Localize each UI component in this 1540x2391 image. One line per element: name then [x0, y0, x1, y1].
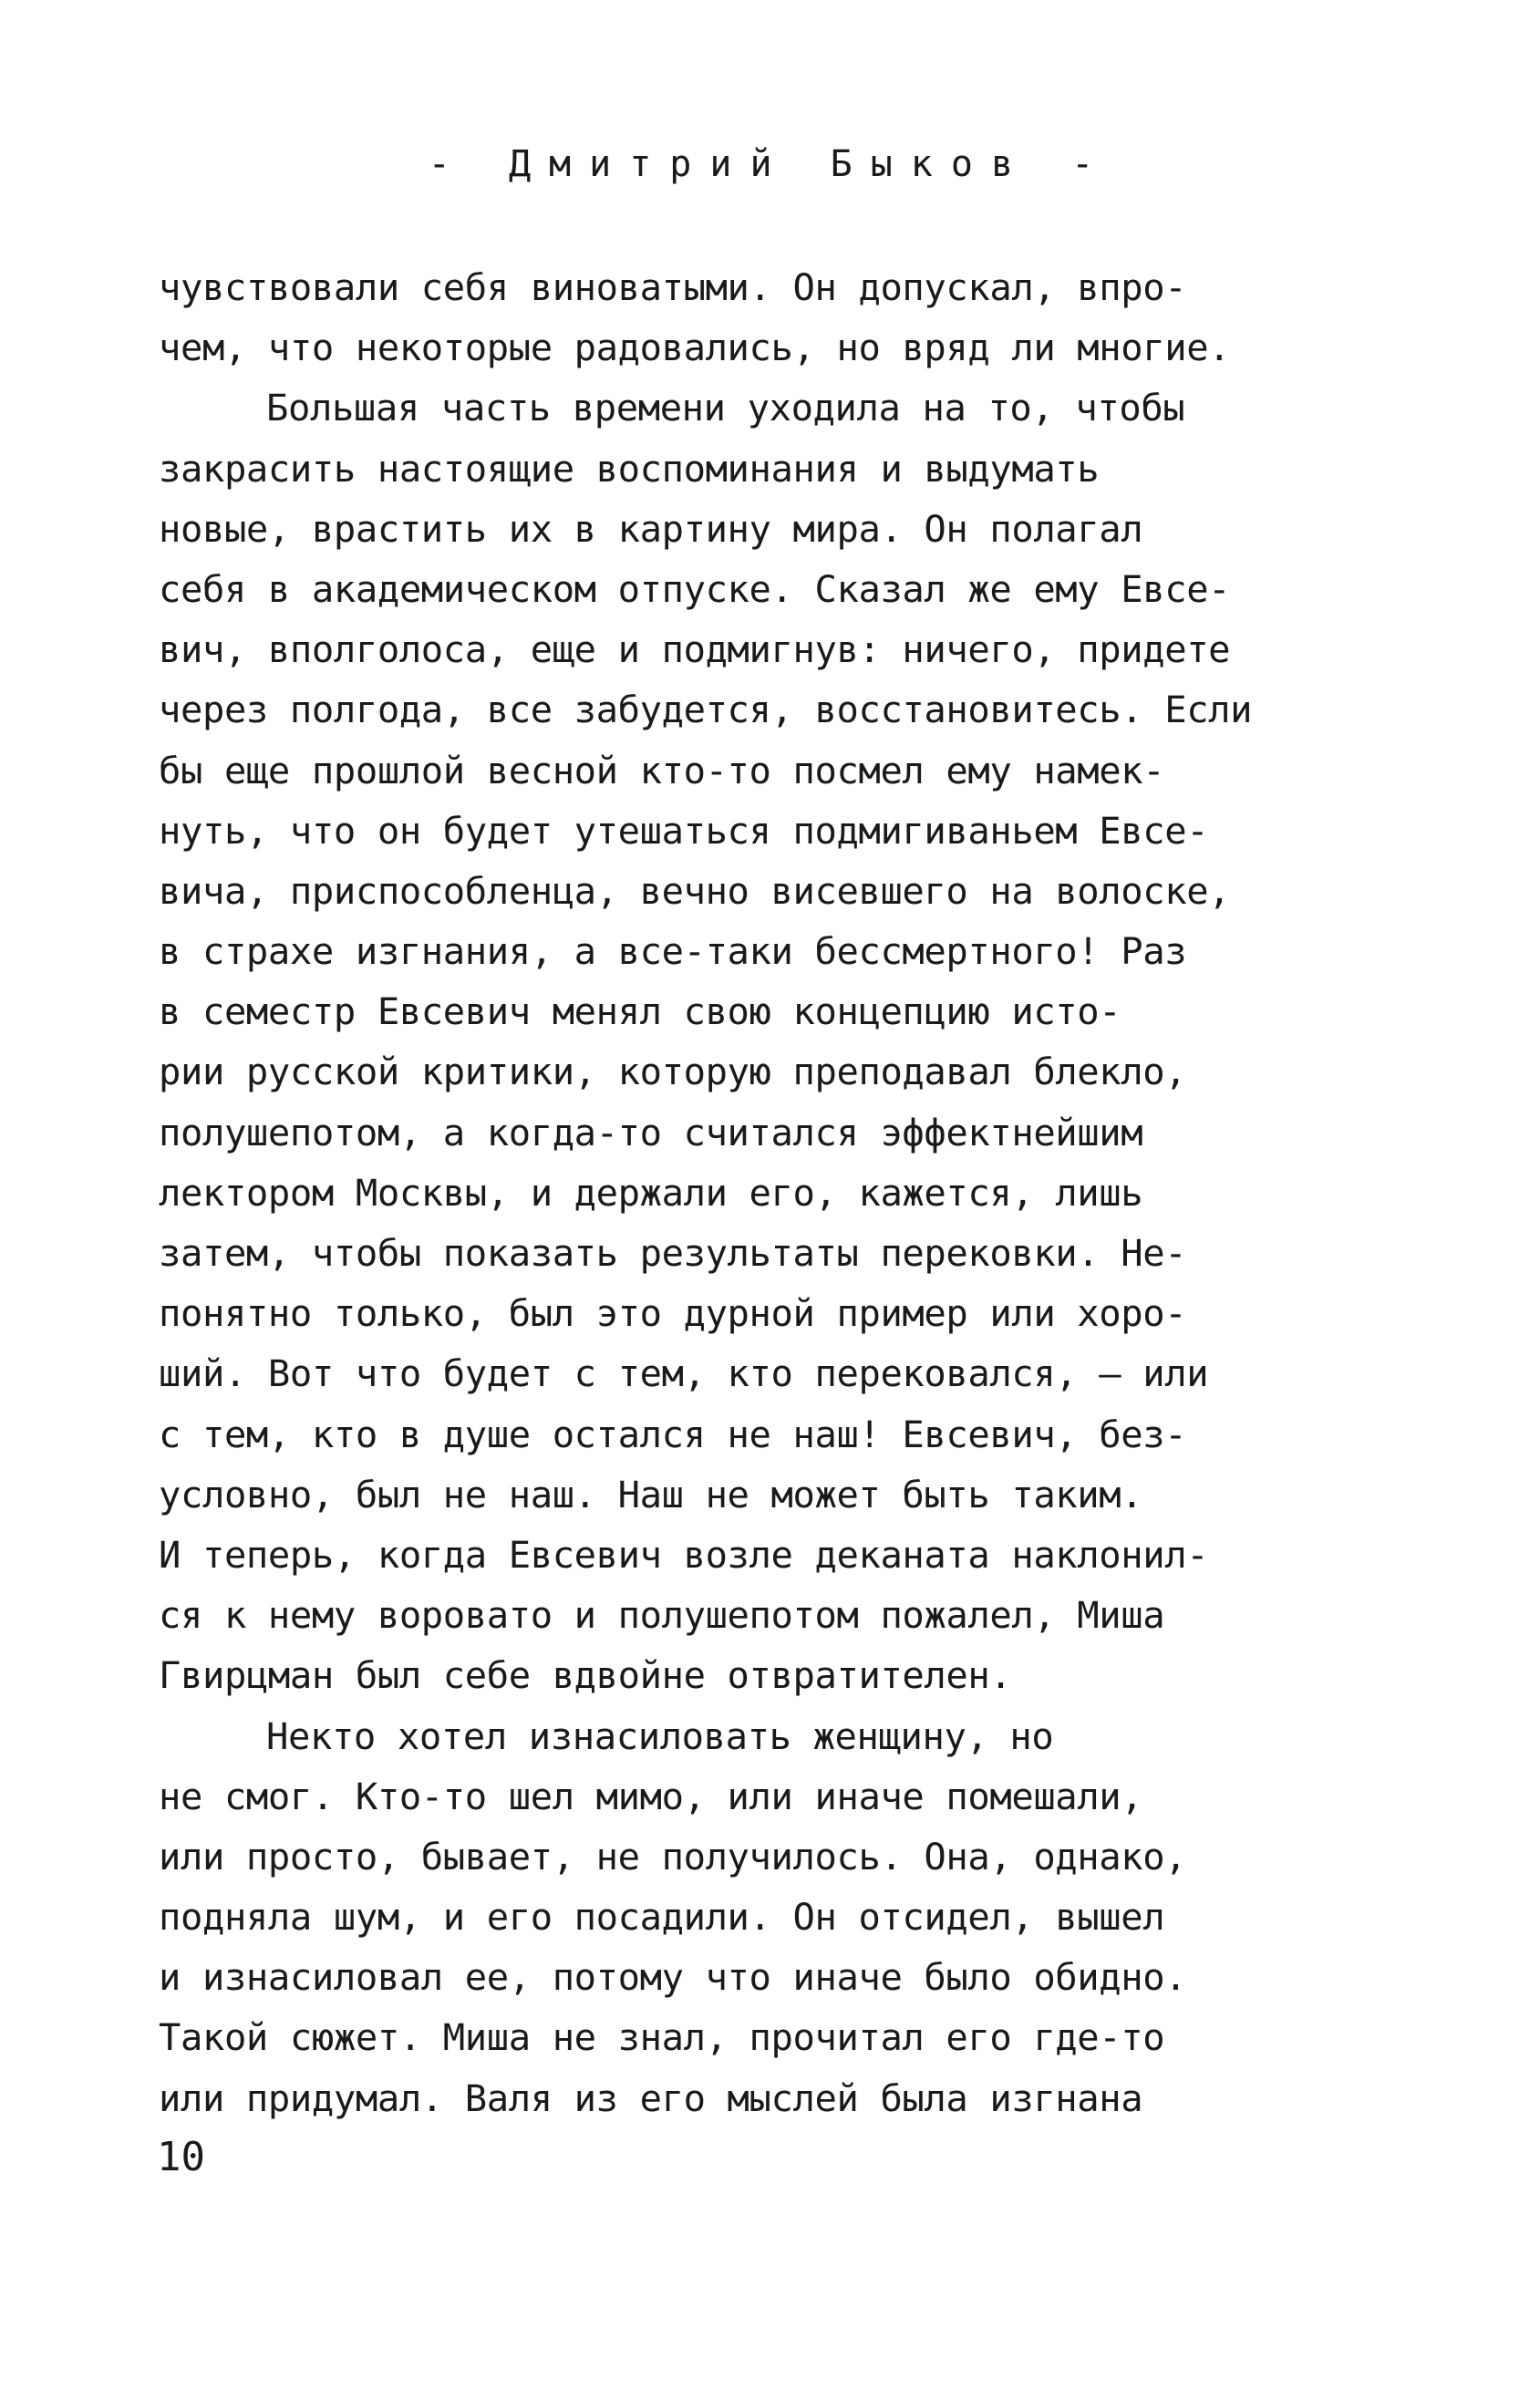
text-line: новые, врастить их в картину мира. Он полагал	[159, 506, 1143, 551]
text-line: с тем, кто в душе остался не наш! Евсевич, без-	[159, 1412, 1187, 1456]
paragraph	[159, 257, 1380, 378]
text-line: рии русской критики, которую преподавал блекло,	[159, 1050, 1187, 1094]
text-line: чем, что некоторые радовались, но вряд ли многие.	[159, 326, 1231, 370]
text-line: бы еще прошлой весной кто-то посмел ему намек-	[159, 748, 1165, 792]
text-line: вича, приспособленца, вечно висевшего на волоске,	[159, 868, 1231, 913]
paragraph	[159, 1706, 1380, 2128]
text-line: Большая часть времени уходила на то, чтобы	[266, 386, 1185, 430]
text-line: подняла шум, и его посадили. Он отсидел, вышел	[159, 1895, 1165, 1940]
text-line: условно, был не наш. Наш не может быть таким.	[159, 1472, 1143, 1516]
text-line: понятно только, был это дурной пример или хоро-	[159, 1291, 1187, 1336]
text-line: нуть, что он будет утешаться подмигиваньем Евсе-	[159, 808, 1209, 853]
text-line: полушепотом, а когда-то считался эффектнейшим	[159, 1110, 1143, 1154]
text-line: ший. Вот что будет с тем, кто перековался, — или	[159, 1351, 1209, 1396]
text-line: чувствовали себя виноватыми. Он допускал, впро-	[159, 265, 1187, 309]
text-line: затем, чтобы показать результаты перековки. Не-	[159, 1231, 1187, 1275]
body-text	[159, 257, 1380, 2128]
text-line: Такой сюжет. Миша не знал, прочитал его где-то	[159, 2015, 1165, 2060]
text-line: или просто, бывает, не получилось. Она, однако,	[159, 1834, 1187, 1879]
text-line: не смог. Кто-то шел мимо, или иначе помешали,	[159, 1774, 1143, 1818]
text-line: в страхе изгнания, а все-таки бессмертного! Раз	[159, 929, 1187, 974]
text-line: через полгода, все забудется, восстановитесь. Если	[159, 688, 1253, 732]
text-line: И теперь, когда Евсевич возле деканата наклонил-	[159, 1532, 1209, 1577]
text-line: в семестр Евсевич менял свою концепцию исто-	[159, 989, 1121, 1034]
text-line: закрасить настоящие воспоминания и выдумать	[159, 446, 1100, 491]
running-head: - Дмитрий Быков -	[428, 143, 1112, 185]
text-line: Гвирцман был себе вдвойне отвратителен.	[159, 1653, 1012, 1698]
text-line: лектором Москвы, и держали его, кажется, лишь	[159, 1170, 1143, 1215]
text-line: себя в академическом отпуске. Сказал же ему Евсе-	[159, 566, 1231, 611]
text-line: вич, вполголоса, еще и подмигнув: ничего, придете	[159, 627, 1231, 672]
paragraph	[159, 378, 1380, 1705]
text-line: и изнасиловал ее, потому что иначе было обидно.	[159, 1955, 1187, 2000]
page-number: 10	[157, 2134, 205, 2180]
text-line: или придумал. Валя из его мыслей была изгнана	[159, 2075, 1143, 2120]
text-line: Некто хотел изнасиловать женщину, но	[266, 1713, 1054, 1758]
text-line: ся к нему воровато и полушепотом пожалел, Миша	[159, 1593, 1165, 1638]
